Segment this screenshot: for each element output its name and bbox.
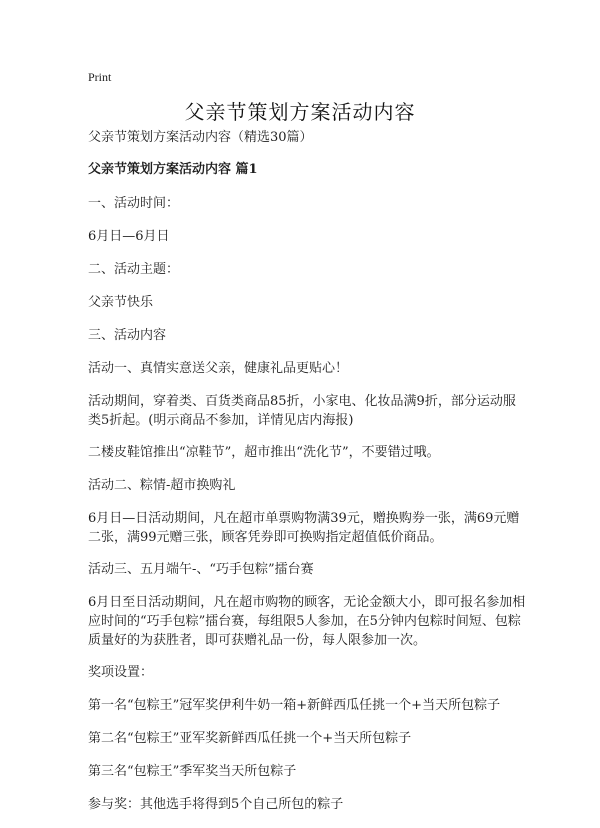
page-title: 父亲节策划方案活动内容: [184, 100, 416, 124]
paragraph-activity-content-heading: 三、活动内容: [88, 328, 167, 343]
paragraph-activity-one: 活动一、真情实意送父亲，健康礼品更贴心！: [88, 361, 349, 376]
section-heading: 父亲节策划方案活动内容 篇1: [88, 162, 258, 177]
paragraph-activity-theme-value: 父亲节快乐: [88, 295, 154, 310]
paragraph-shoe-hall: 二楼皮鞋馆推出“凉鞋节”，超市推出“洗化节”，不要错过哦。: [88, 445, 440, 460]
paragraph-activity-two-detail: 6月日—日活动期间，凡在超市单票购物满39元，赠换购券一张，满69元赠二张，满99元赠三张，顾客凭券即可换购指定超值低价商品。: [88, 511, 520, 545]
paragraph-activity-time-value: 6月日—6月日: [88, 229, 170, 244]
paragraph-activity-three: 活动三、五月端午-、“巧手包粽”擂台赛: [88, 562, 314, 577]
paragraph-activity-two: 活动二、粽情-超市换购礼: [88, 478, 236, 493]
paragraph-activity-time-heading: 一、活动时间：: [88, 196, 180, 211]
document-body: [88, 128, 528, 828]
print-label[interactable]: Print: [88, 70, 112, 84]
document-subtitle: 父亲节策划方案活动内容（精选30篇）: [88, 130, 313, 145]
paragraph-activity-theme-heading: 二、活动主题：: [88, 262, 180, 277]
paragraph-award-third: 第三名“包粽王”季军奖当天所包粽子: [88, 764, 297, 779]
paragraph-activity-one-detail: 活动期间，穿着类、百货类商品85折，小家电、化妆品满9折，部分运动服类5折起。(明示商品不参加，详情见店内海报): [88, 394, 516, 428]
paragraph-awards-heading: 奖项设置：: [88, 665, 154, 680]
paragraph-award-participation: 参与奖：其他选手将得到5个自己所包的粽子: [88, 797, 344, 812]
paragraph-activity-three-detail: 6月日至日活动期间，凡在超市购物的顾客，无论金额大小，即可报名参加相应时间的“巧手包粽”擂台赛，每组限5人参加，在5分钟内包粽时间短、包粽质量好的为获胜者，即可获赠礼品一份，每人限参加一次。: [88, 595, 526, 648]
paragraph-award-second: 第二名“包粽王”亚军奖新鲜西瓜任挑一个+当天所包粽子: [88, 731, 412, 746]
paragraph-award-first: 第一名“包粽王”冠军奖伊利牛奶一箱+新鲜西瓜任挑一个+当天所包粽子: [88, 698, 501, 713]
